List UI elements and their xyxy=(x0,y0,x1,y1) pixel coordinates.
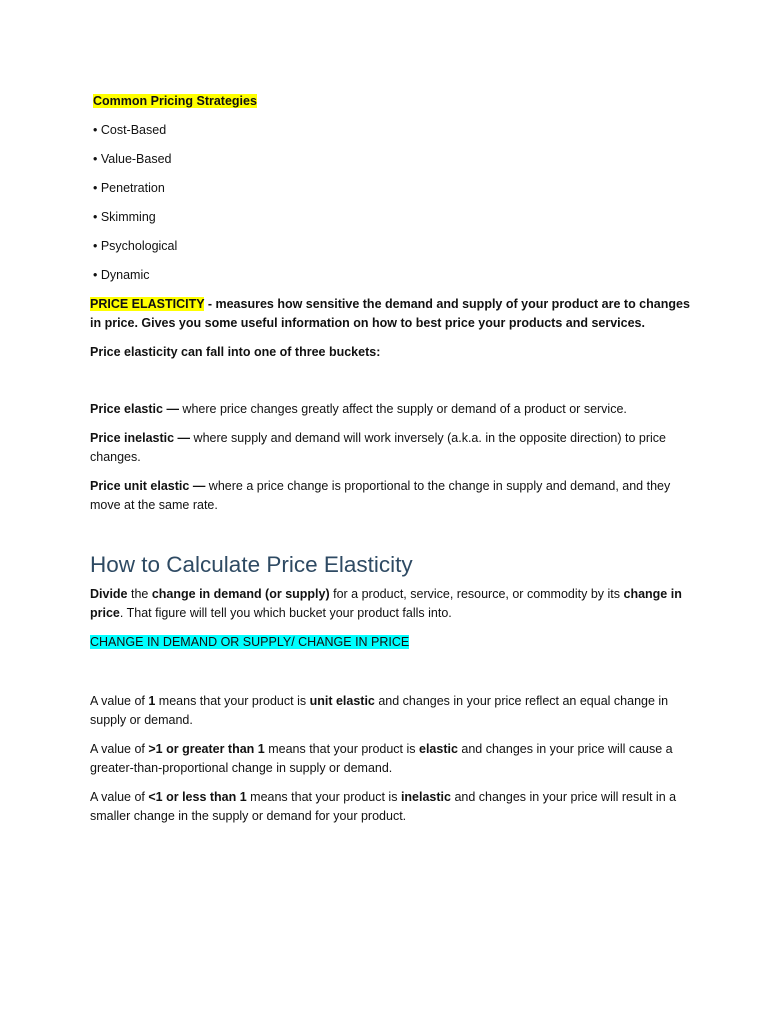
formula xyxy=(90,633,690,652)
elasticity-text: - measures how sensitive the demand and supply of your product are to changes in price. Gives you some useful information on how to best price your products and services. xyxy=(90,297,690,330)
bucket-text: where price changes greatly affect the supply or demand of a product or service. xyxy=(178,402,627,416)
calc-text: change in demand (or supply) xyxy=(151,587,330,601)
value-text: means that your product is xyxy=(246,790,401,804)
list-item: • Cost-Based xyxy=(93,123,167,137)
calc-text: . That figure will tell you which bucket your product falls into. xyxy=(119,606,452,620)
calc-heading: How to Calculate Price Elasticity xyxy=(90,552,413,577)
value-text: unit elastic xyxy=(309,694,375,708)
calc-instructions xyxy=(90,585,690,623)
value-text: means that your product is xyxy=(264,742,419,756)
list-item: • Value-Based xyxy=(93,152,172,166)
value-elastic xyxy=(90,740,690,778)
buckets-intro: Price elasticity can fall into one of three buckets: xyxy=(90,345,381,359)
list-item: • Dynamic xyxy=(93,268,150,282)
calc-text: the xyxy=(127,587,152,601)
bucket-term: Price inelastic — xyxy=(90,431,191,445)
bucket-text: where supply and demand will work inversely (a.k.a. in the opposite direction) to price changes. xyxy=(90,431,666,464)
bucket-inelastic xyxy=(90,429,690,467)
value-text: elastic xyxy=(419,742,458,756)
formula-text: CHANGE IN DEMAND OR SUPPLY/ CHANGE IN PRICE xyxy=(90,635,410,649)
value-text: A value of xyxy=(90,694,149,708)
value-text: and changes in your price will result in a smaller change in the supply or demand for your product. xyxy=(90,790,677,823)
bucket-term: Price elastic — xyxy=(90,402,179,416)
calc-text: change in price xyxy=(90,587,682,620)
document-content xyxy=(90,92,690,836)
elasticity-definition xyxy=(90,295,690,333)
spacer xyxy=(90,662,690,692)
bucket-term: Price unit elastic — xyxy=(90,479,206,493)
bucket-text: where a price change is proportional to the change in supply and demand, and they move at the same rate. xyxy=(90,479,671,512)
bucket-elastic xyxy=(90,400,690,419)
strategies-title xyxy=(93,92,690,111)
value-text: means that your product is xyxy=(155,694,310,708)
value-text: >1 or greater than 1 xyxy=(148,742,265,756)
strategies-title-text: Common Pricing Strategies xyxy=(93,94,257,108)
list-item: • Penetration xyxy=(93,181,165,195)
calc-text: for a product, service, resource, or commodity by its xyxy=(329,587,624,601)
value-text: A value of xyxy=(90,790,149,804)
calc-text: Divide xyxy=(90,587,128,601)
bucket-unit-elastic xyxy=(90,477,690,515)
strategies-list xyxy=(90,121,690,285)
value-inelastic xyxy=(90,788,690,826)
value-text: 1 xyxy=(148,694,156,708)
list-item: • Psychological xyxy=(93,239,178,253)
value-text: and changes in your price reflect an equal change in supply or demand. xyxy=(90,694,669,727)
list-item: • Skimming xyxy=(93,210,156,224)
value-unit-elastic xyxy=(90,692,690,730)
elasticity-term: PRICE ELASTICITY xyxy=(90,297,205,311)
value-text: <1 or less than 1 xyxy=(148,790,247,804)
value-text: A value of xyxy=(90,742,149,756)
spacer xyxy=(90,372,690,400)
value-text: and changes in your price will cause a greater-than-proportional change in supply or demand. xyxy=(90,742,673,775)
value-text: inelastic xyxy=(400,790,451,804)
